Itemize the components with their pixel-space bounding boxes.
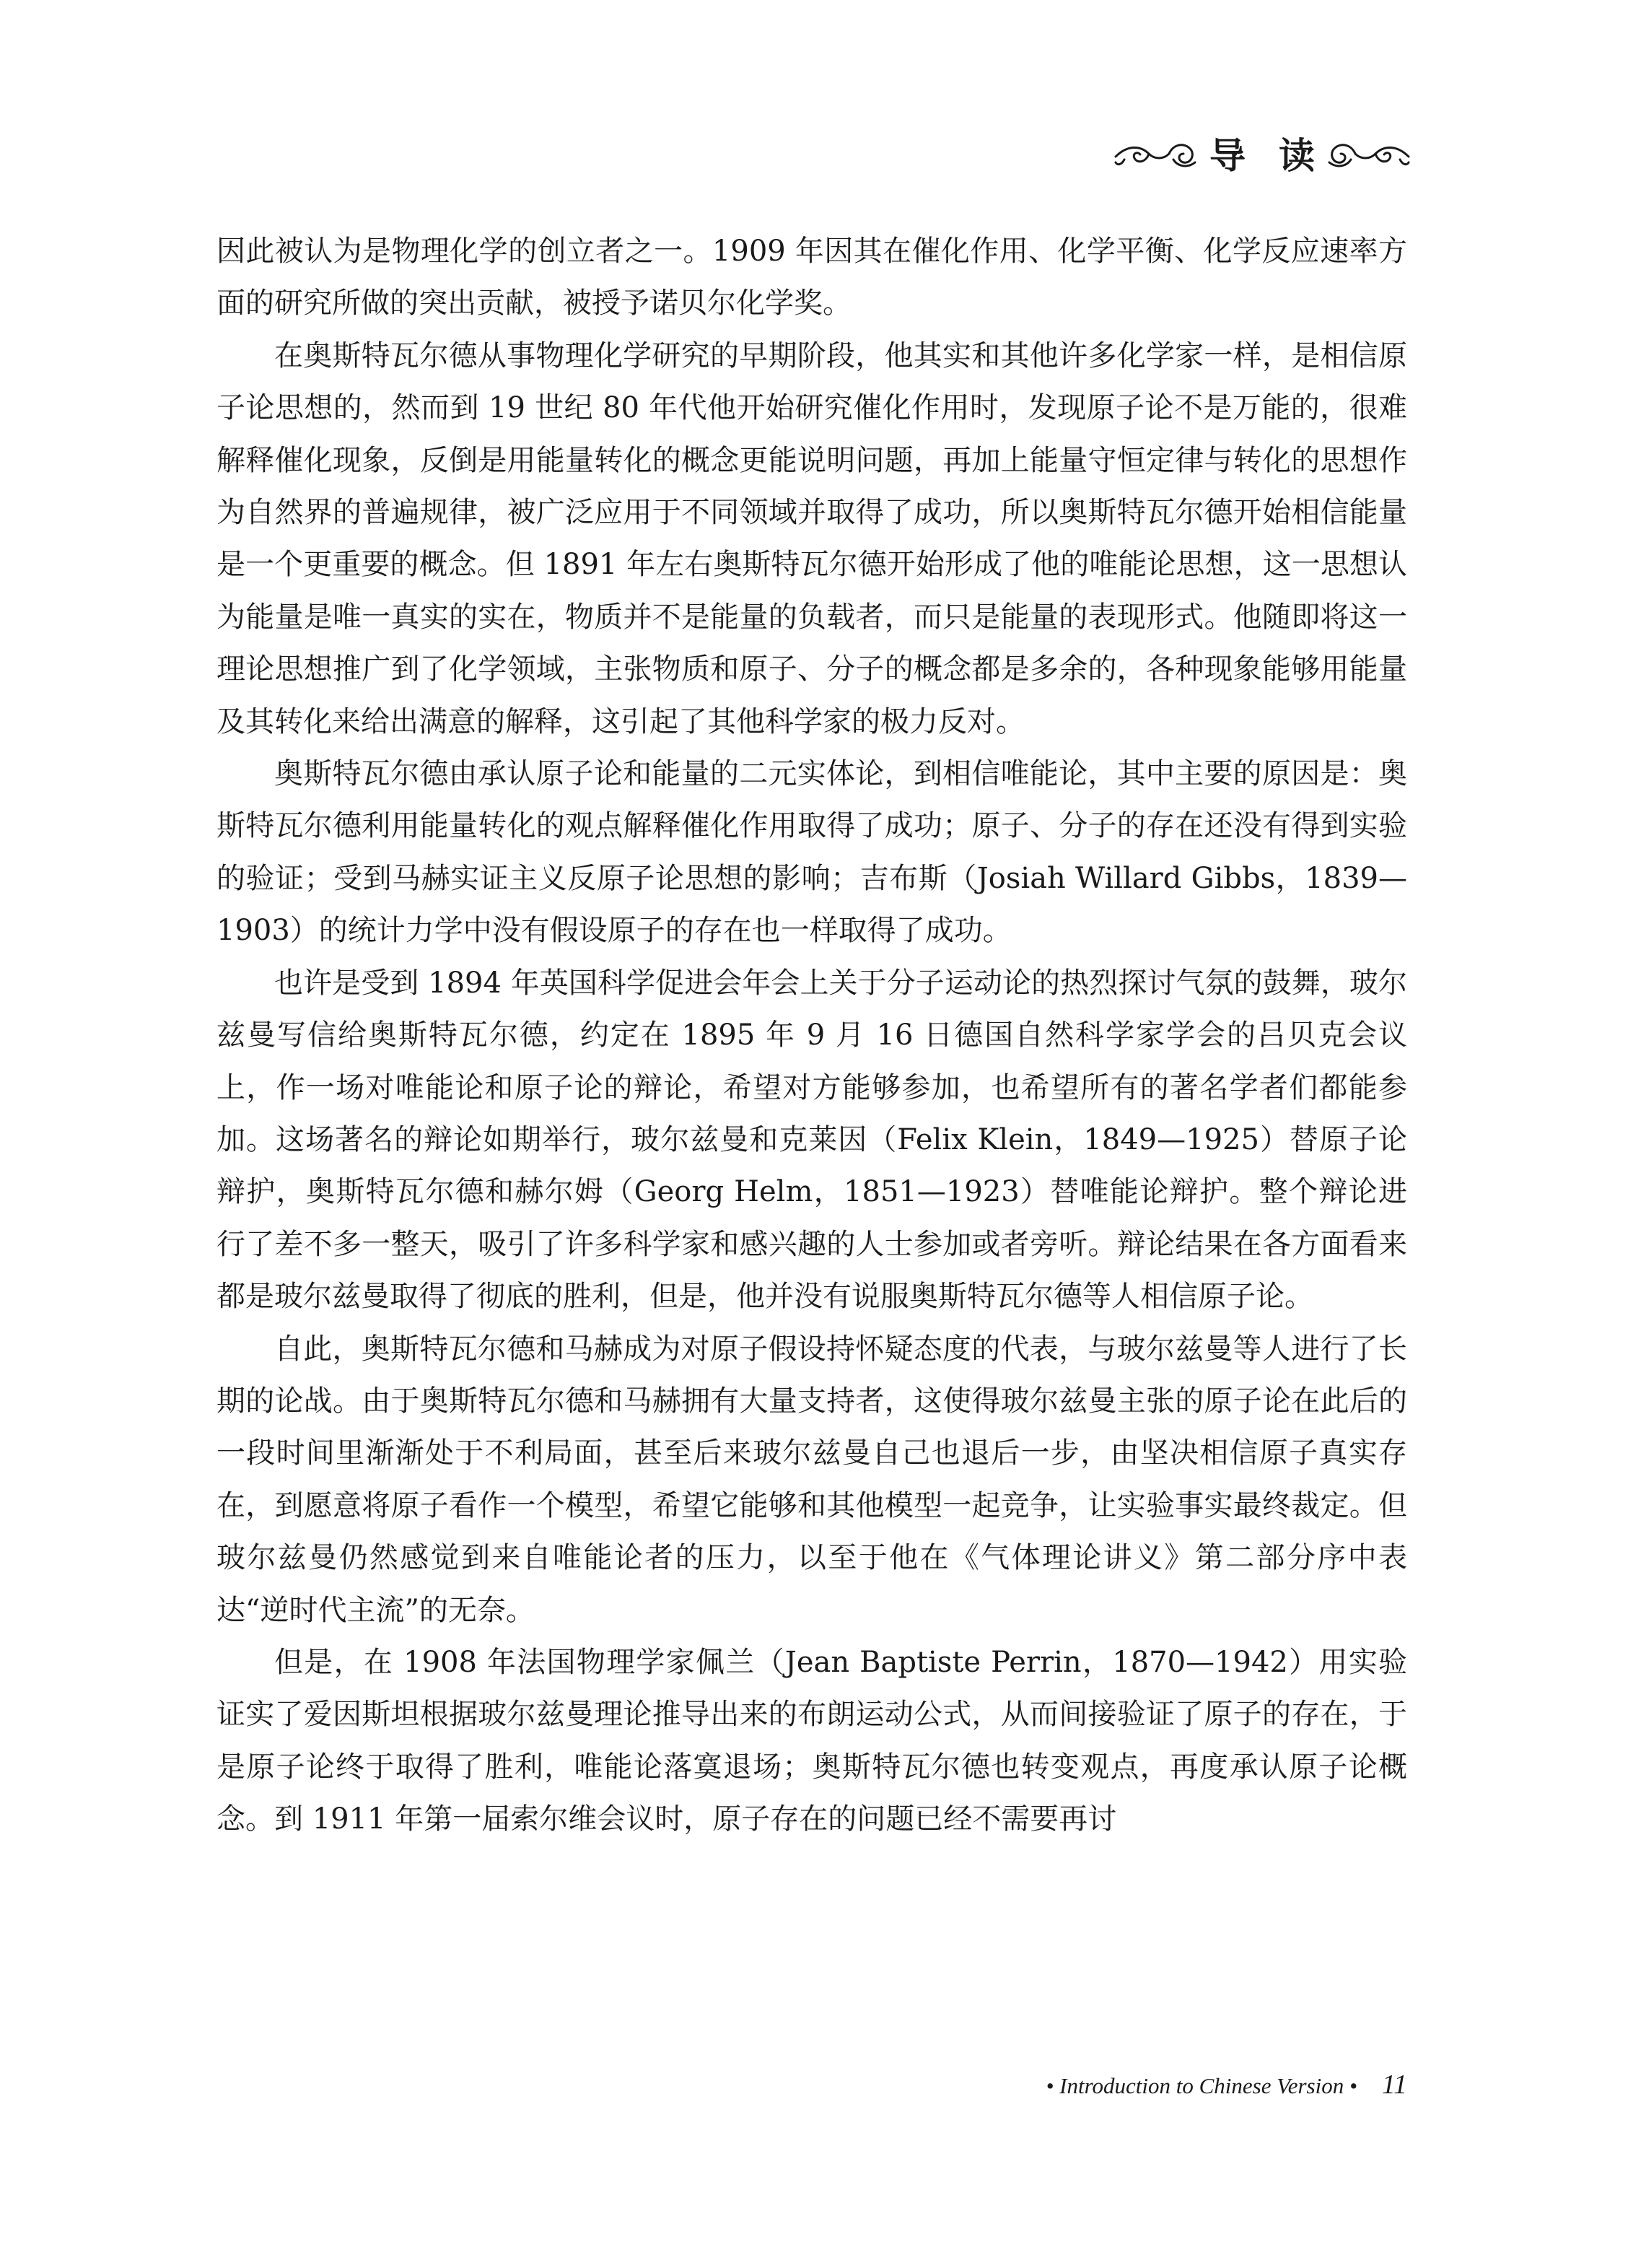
page-footer	[1046, 2069, 1407, 2101]
paragraph: 因此被认为是物理化学的创立者之一。1909 年因其在催化作用、化学平衡、化学反应速率方面的研究所做的突出贡献，被授予诺贝尔化学奖。	[216, 235, 1407, 320]
paragraph: 自此，奥斯特瓦尔德和马赫成为对原子假设持怀疑态度的代表，与玻尔兹曼等人进行了长期的论战。由于奥斯特瓦尔德和马赫拥有大量支持者，这使得玻尔兹曼主张的原子论在此后的一段时间里渐渐处于不利局面，甚至后来玻尔兹曼自己也退后一步，由坚决相信原子真实存在，到愿意将原子看作一个模型，希望它能够和其他模型一起竞争，让实验事实最终裁定。但玻尔兹曼仍然感觉到来自唯能论者的压力，以至于他在《气体理论讲义》第二部分序中表达“逆时代主流”的无奈。	[216, 1332, 1407, 1627]
running-footer-title: • Introduction to Chinese Version •	[1046, 2073, 1357, 2098]
paragraph: 但是，在 1908 年法国物理学家佩兰（Jean Baptiste Perrin，1870—1942）用实验证实了爱因斯坦根据玻尔兹曼理论推导出来的布朗运动公式，从而间接验证了原子的存在，于是原子论终于取得了胜利，唯能论落寞退场；奥斯特瓦尔德也转变观点，再度承认原子论概念。到 1911 年第一届索尔维会议时，原子存在的问题已经不需要再讨	[216, 1645, 1407, 1836]
floral-scroll-ornament-icon	[1113, 135, 1199, 171]
body-text	[216, 225, 1407, 1846]
section-title: 导读	[1209, 135, 1348, 177]
page-number: 11	[1381, 2069, 1407, 2100]
paragraph: 在奥斯特瓦尔德从事物理化学研究的早期阶段，他其实和其他许多化学家一样，是相信原子论思想的，然而到 19 世纪 80 年代他开始研究催化作用时，发现原子论不是万能的，很难解释催化现象，反倒是用能量转化的概念更能说明问题，再加上能量守恒定律与转化的思想作为自然界的普遍规律，被广泛应用于不同领域并取得了成功，所以奥斯特瓦尔德开始相信能量是一个更重要的概念。但 1891 年左右奥斯特瓦尔德开始形成了他的唯能论思想，这一思想认为能量是唯一真实的实在，物质并不是能量的负载者，而只是能量的表现形式。他随即将这一理论思想推广到了化学领域，主张物质和原子、分子的概念都是多余的，各种现象能够用能量及其转化来给出满意的解释，这引起了其他科学家的极力反对。	[216, 339, 1407, 738]
floral-scroll-ornament-icon	[1325, 135, 1412, 171]
running-header	[1113, 124, 1412, 182]
paragraph: 也许是受到 1894 年英国科学促进会年会上关于分子运动论的热烈探讨气氛的鼓舞，玻尔兹曼写信给奥斯特瓦尔德，约定在 1895 年 9 月 16 日德国自然科学家学会的吕贝克会议上，作一场对唯能论和原子论的辩论，希望对方能够参加，也希望所有的著名学者们都能参加。这场著名的辩论如期举行，玻尔兹曼和克莱因（Felix Klein，1849—1925）替原子论辩护，奥斯特瓦尔德和赫尔姆（Georg Helm，1851—1923）替唯能论辩护。整个辩论进行了差不多一整天，吸引了许多科学家和感兴趣的人士参加或者旁听。辩论结果在各方面看来都是玻尔兹曼取得了彻底的胜利，但是，他并没有说服奥斯特瓦尔德等人相信原子论。	[216, 966, 1407, 1314]
paragraph: 奥斯特瓦尔德由承认原子论和能量的二元实体论，到相信唯能论，其中主要的原因是：奥斯特瓦尔德利用能量转化的观点解释催化作用取得了成功；原子、分子的存在还没有得到实验的验证；受到马赫实证主义反原子论思想的影响；吉布斯（Josiah Willard Gibbs，1839—1903）的统计力学中没有假设原子的存在也一样取得了成功。	[216, 757, 1407, 948]
